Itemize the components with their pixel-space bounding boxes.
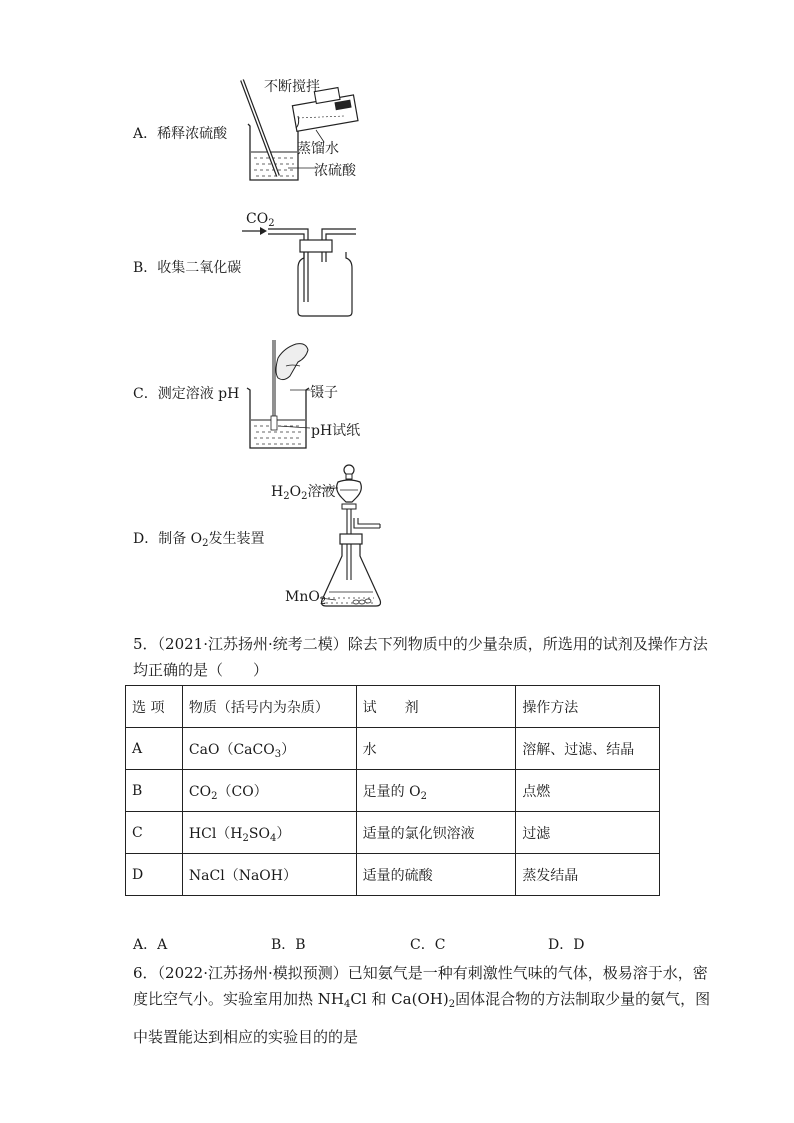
gas-bottle-figure — [240, 222, 360, 322]
answer-option-d[interactable]: D．D — [548, 937, 585, 953]
label-h2o2: $H_2O_2$溶液 — [271, 484, 336, 502]
label-conc-acid: 浓硫酸 — [314, 163, 356, 179]
header-option: 选 项 — [126, 686, 183, 728]
q5-table — [125, 685, 660, 896]
label-tweezers: 镊子 — [310, 385, 338, 401]
table-row: B $CO_2(CO)$ 足量的 $O_2$ 点燃 — [126, 770, 660, 812]
header-substance: 物质（括号内为杂质） — [182, 686, 356, 728]
answer-option-c[interactable]: C．C — [410, 937, 446, 953]
label-co2: $CO_2$ — [246, 211, 275, 229]
answer-option-a[interactable]: A．A — [133, 937, 168, 953]
q6-line3: 中装置能达到相应的实验目的的是 — [133, 1028, 359, 1046]
header-method: 操作方法 — [516, 686, 660, 728]
table-row: D NaCl（NaOH） 适量的硫酸 蒸发结晶 — [126, 854, 660, 896]
ph-paper — [271, 416, 277, 430]
option-d-label: D．制备 $O_2$发生装置 — [133, 531, 265, 549]
q6-line2: 度比空气小。实验室用加热 $NH_4Cl$ 和 $Ca(OH)_2$固体混合物的方法制取少量的氨气，图 — [133, 990, 711, 1010]
label-distilled-water: 蒸馏水 — [297, 141, 339, 157]
beaker-c — [247, 388, 309, 448]
table-row: C $HCl(H_2SO_4)$ 适量的氯化钡溶液 过滤 — [126, 812, 660, 854]
label-stir: 不断搅拌 — [264, 79, 320, 95]
option-b-label: B．收集二氧化碳 — [133, 260, 242, 276]
option-c-label: C．测定溶液 pH — [133, 386, 240, 402]
answer-option-b[interactable]: B．B — [271, 937, 306, 953]
q5-line1: 5．（2021·江苏扬州·统考二模）除去下列物质中的少量杂质，所选用的试剂及操作方法 — [133, 635, 708, 653]
hand — [276, 344, 308, 380]
q6-line1: 6．（2022·江苏扬州·模拟预测）已知氨气是一种有刺激性气味的气体，极易溶于水，密 — [133, 964, 708, 982]
header-reagent: 试 剂 — [356, 686, 516, 728]
q5-line2: 均正确的是（ ） — [133, 661, 269, 679]
table-row: A CaO（CaCO$_3$） 水 溶解、过滤、结晶 — [126, 728, 660, 770]
table-header-row — [126, 686, 660, 728]
o2-generator-figure — [320, 460, 400, 610]
label-ph-paper: pH试纸 — [311, 423, 361, 439]
separatory-funnel — [337, 480, 362, 502]
option-a-label: A．稀释浓硫酸 — [133, 126, 228, 142]
label-mno2: MnO$_2$ — [285, 589, 327, 607]
